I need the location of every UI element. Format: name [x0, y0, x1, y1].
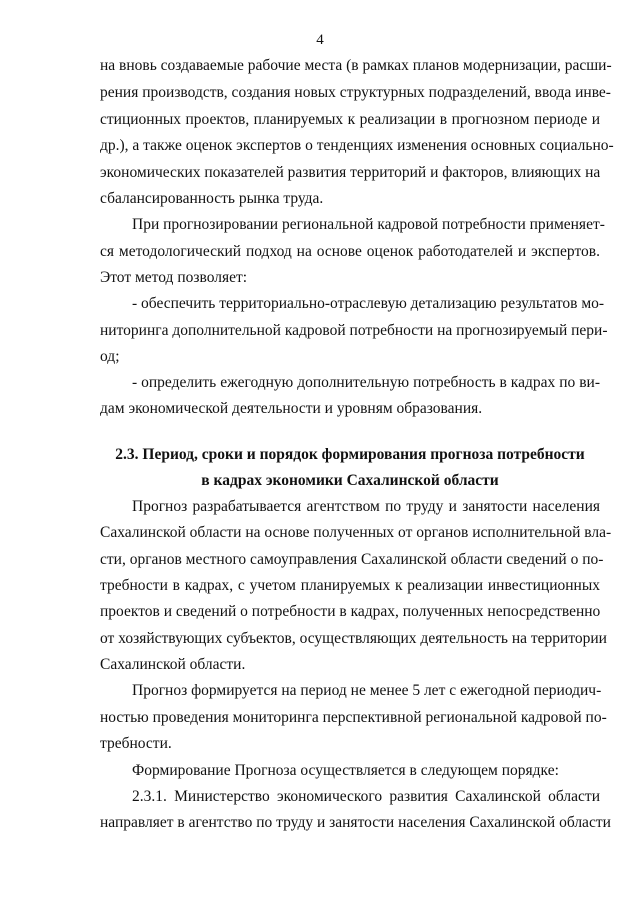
- text-line: ся методологический подход на основе оценок работодателей и экспертов.: [100, 243, 600, 260]
- text-line: Формирование Прогноза осуществляется в следующем порядке:: [132, 762, 559, 779]
- text-line: Прогноз формируется на период не менее 5 лет с ежегодной периодич-: [132, 682, 602, 699]
- text-line: сбалансированность рынка труда.: [100, 190, 324, 207]
- text-line: 2.3.1. Министерство экономического развития Сахалинской области: [132, 788, 600, 805]
- text-line: проектов и сведений о потребности в кадрах, полученных непосредственно: [100, 603, 601, 620]
- text-line: Этот метод позволяет:: [100, 269, 248, 286]
- text-line: требности в кадрах, с учетом планируемых к реализации инвестиционных: [100, 577, 600, 594]
- text-line: направляет в агентство по труду и занятости населения Сахалинской области: [100, 814, 611, 831]
- page-number: 4: [316, 32, 324, 48]
- text-line: ностью проведения мониторинга перспективной региональной кадровой по-: [100, 709, 607, 726]
- text-line: - определить ежегодную дополнительную потребность в кадрах по ви-: [132, 374, 600, 391]
- text-line: сти, органов местного самоуправления Сахалинской области сведений о по-: [100, 551, 604, 568]
- section-heading-line: 2.3. Период, сроки и порядок формирования прогноза потребности: [115, 446, 585, 463]
- section-heading-line: в кадрах экономики Сахалинской области: [201, 472, 499, 489]
- text-line: Сахалинской области.: [100, 656, 246, 673]
- text-line: на вновь создаваемые рабочие места (в рамках планов модернизации, расши-: [100, 57, 612, 74]
- text-line: При прогнозировании региональной кадровой потребности применяет-: [132, 216, 605, 233]
- text-line: требности.: [100, 735, 172, 752]
- text-line: Сахалинской области на основе полученных от органов исполнительной вла-: [100, 524, 612, 541]
- text-line: рения производств, создания новых структурных подразделений, ввода инве-: [100, 84, 611, 101]
- text-line: Прогноз разрабатывается агентством по труду и занятости населения: [132, 498, 600, 515]
- text-line: от хозяйствующих субъектов, осуществляющих деятельность на территории: [100, 630, 607, 647]
- text-line: дам экономической деятельности и уровням образования.: [100, 400, 483, 417]
- text-line: - обеспечить территориально-отраслевую детализацию результатов мо-: [132, 295, 605, 312]
- text-line: др.), а также оценок экспертов о тенденциях изменения основных социально-: [100, 137, 614, 154]
- text-line: стиционных проектов, планируемых к реализации в прогнозном периоде и: [100, 111, 600, 128]
- text-line: од;: [100, 348, 120, 365]
- text-line: ниторинга дополнительной кадровой потребности на прогнозируемый пери-: [100, 322, 608, 339]
- text-line: экономических показателей развития территорий и факторов, влияющих на: [100, 164, 601, 181]
